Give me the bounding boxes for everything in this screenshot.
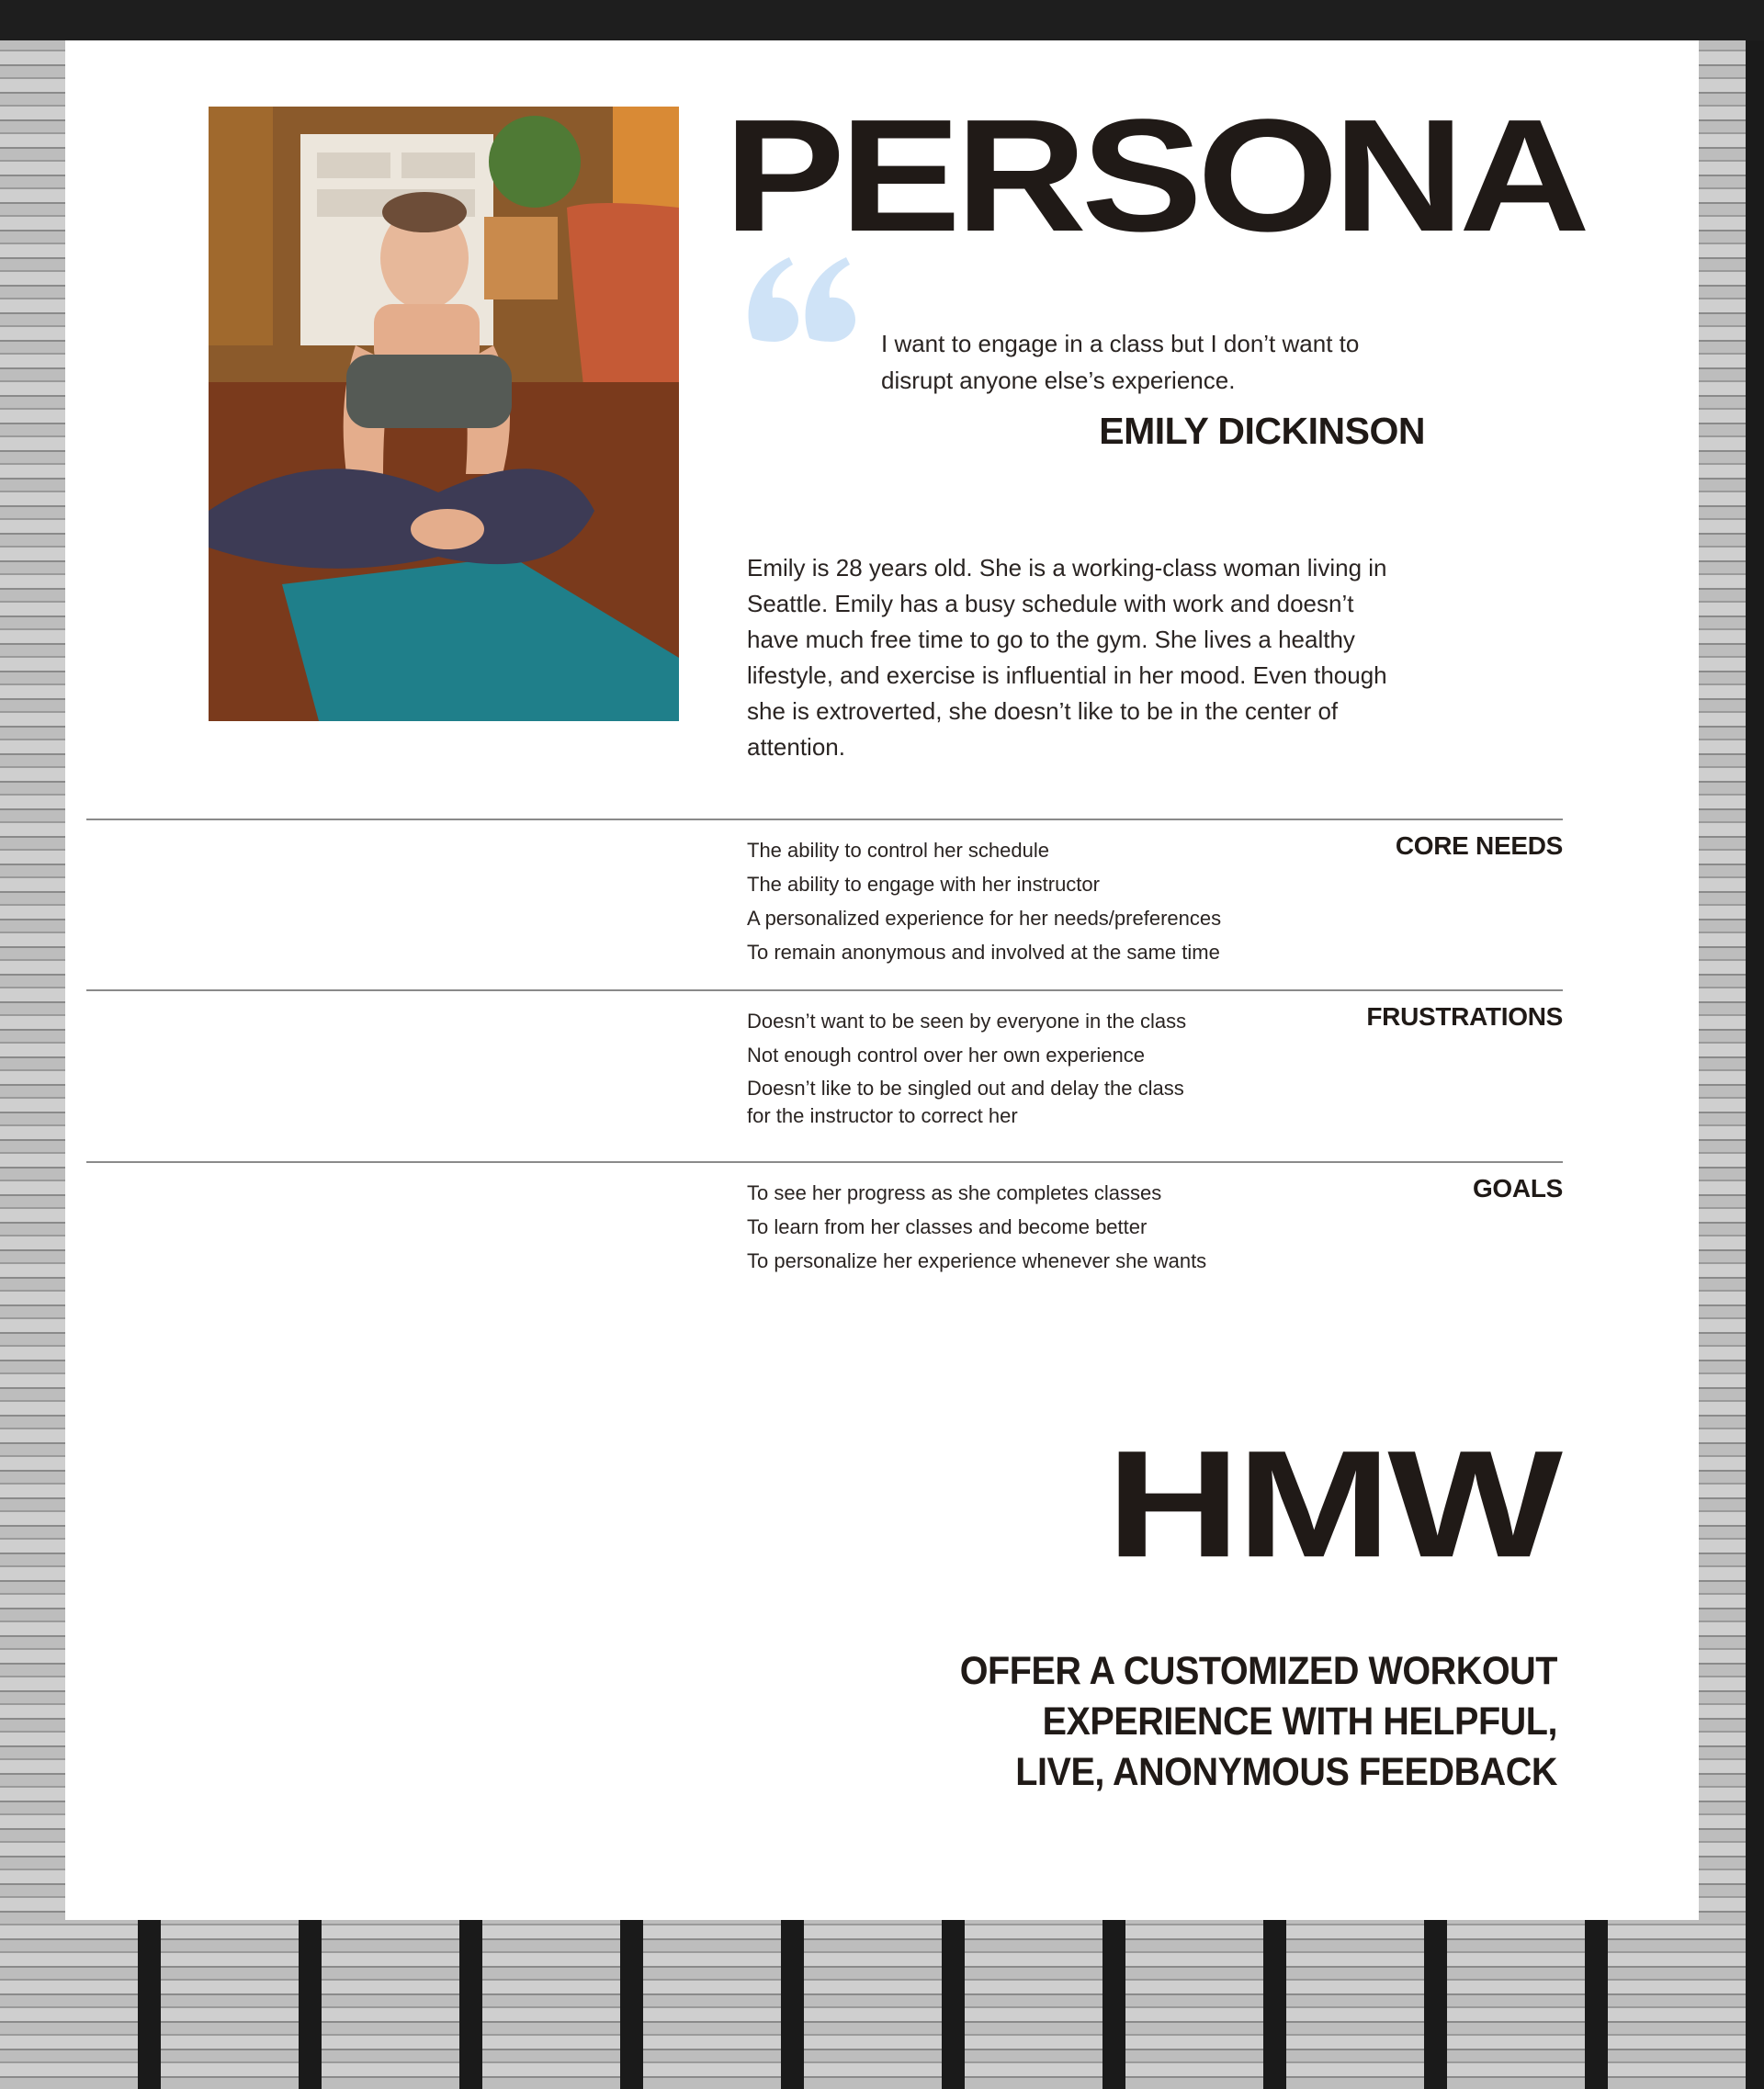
list-item: A personalized experience for her needs/preferences xyxy=(747,907,1222,930)
list-item: To remain anonymous and involved at the same time xyxy=(747,941,1220,964)
list-item: To learn from her classes and become better xyxy=(747,1215,1148,1238)
list-item: The ability to control her schedule xyxy=(747,839,1049,862)
goals-list xyxy=(747,1176,1206,1278)
quote-mark-icon xyxy=(747,254,859,342)
section-goals xyxy=(86,1161,1563,1272)
page-title: PERSONA xyxy=(723,85,1585,265)
section-heading: GOALS xyxy=(1472,1174,1563,1203)
section-heading: FRUSTRATIONS xyxy=(1366,1002,1563,1031)
top-band xyxy=(0,0,1764,40)
persona-photo xyxy=(209,107,679,721)
frustrations-list xyxy=(747,1004,1206,1130)
list-item: To see her progress as she completes classes xyxy=(747,1181,1162,1204)
persona-photo-illustration xyxy=(209,107,679,721)
list-item: The ability to engage with her instructor xyxy=(747,873,1100,896)
section-core-needs xyxy=(86,819,1563,964)
persona-card xyxy=(65,40,1699,1920)
list-item: Doesn’t want to be seen by everyone in the class xyxy=(747,1010,1187,1033)
list-item: Doesn’t like to be singled out and delay the class for the instructor to correct her xyxy=(747,1077,1184,1127)
section-heading: CORE NEEDS xyxy=(1395,831,1563,860)
persona-name: EMILY DICKINSON xyxy=(1099,410,1425,452)
persona-quote: I want to engage in a class but I don’t want to disrupt anyone else’s experience. xyxy=(881,330,1360,394)
hmw-statement: OFFER A CUSTOMIZED WORKOUT EXPERIENCE WITH HELPFUL, LIVE, ANONYMOUS FEEDBACK xyxy=(959,1649,1557,1794)
list-item: To personalize her experience whenever she wants xyxy=(747,1249,1207,1272)
list-item: Not enough control over her own experience xyxy=(747,1044,1145,1067)
section-frustrations xyxy=(86,989,1563,1127)
hmw-title: HMW xyxy=(1106,1418,1559,1589)
core-needs-list xyxy=(747,833,1221,969)
persona-bio: Emily is 28 years old. She is a working-class woman living in Seattle. Emily has a busy schedule with work and doesn’t have much free time to go to the gym. She lives a healthy lifestyle, and exercise is influential in her mood. Even though she is extroverted, she doesn’t like to be in the center of attention. xyxy=(747,554,1387,761)
